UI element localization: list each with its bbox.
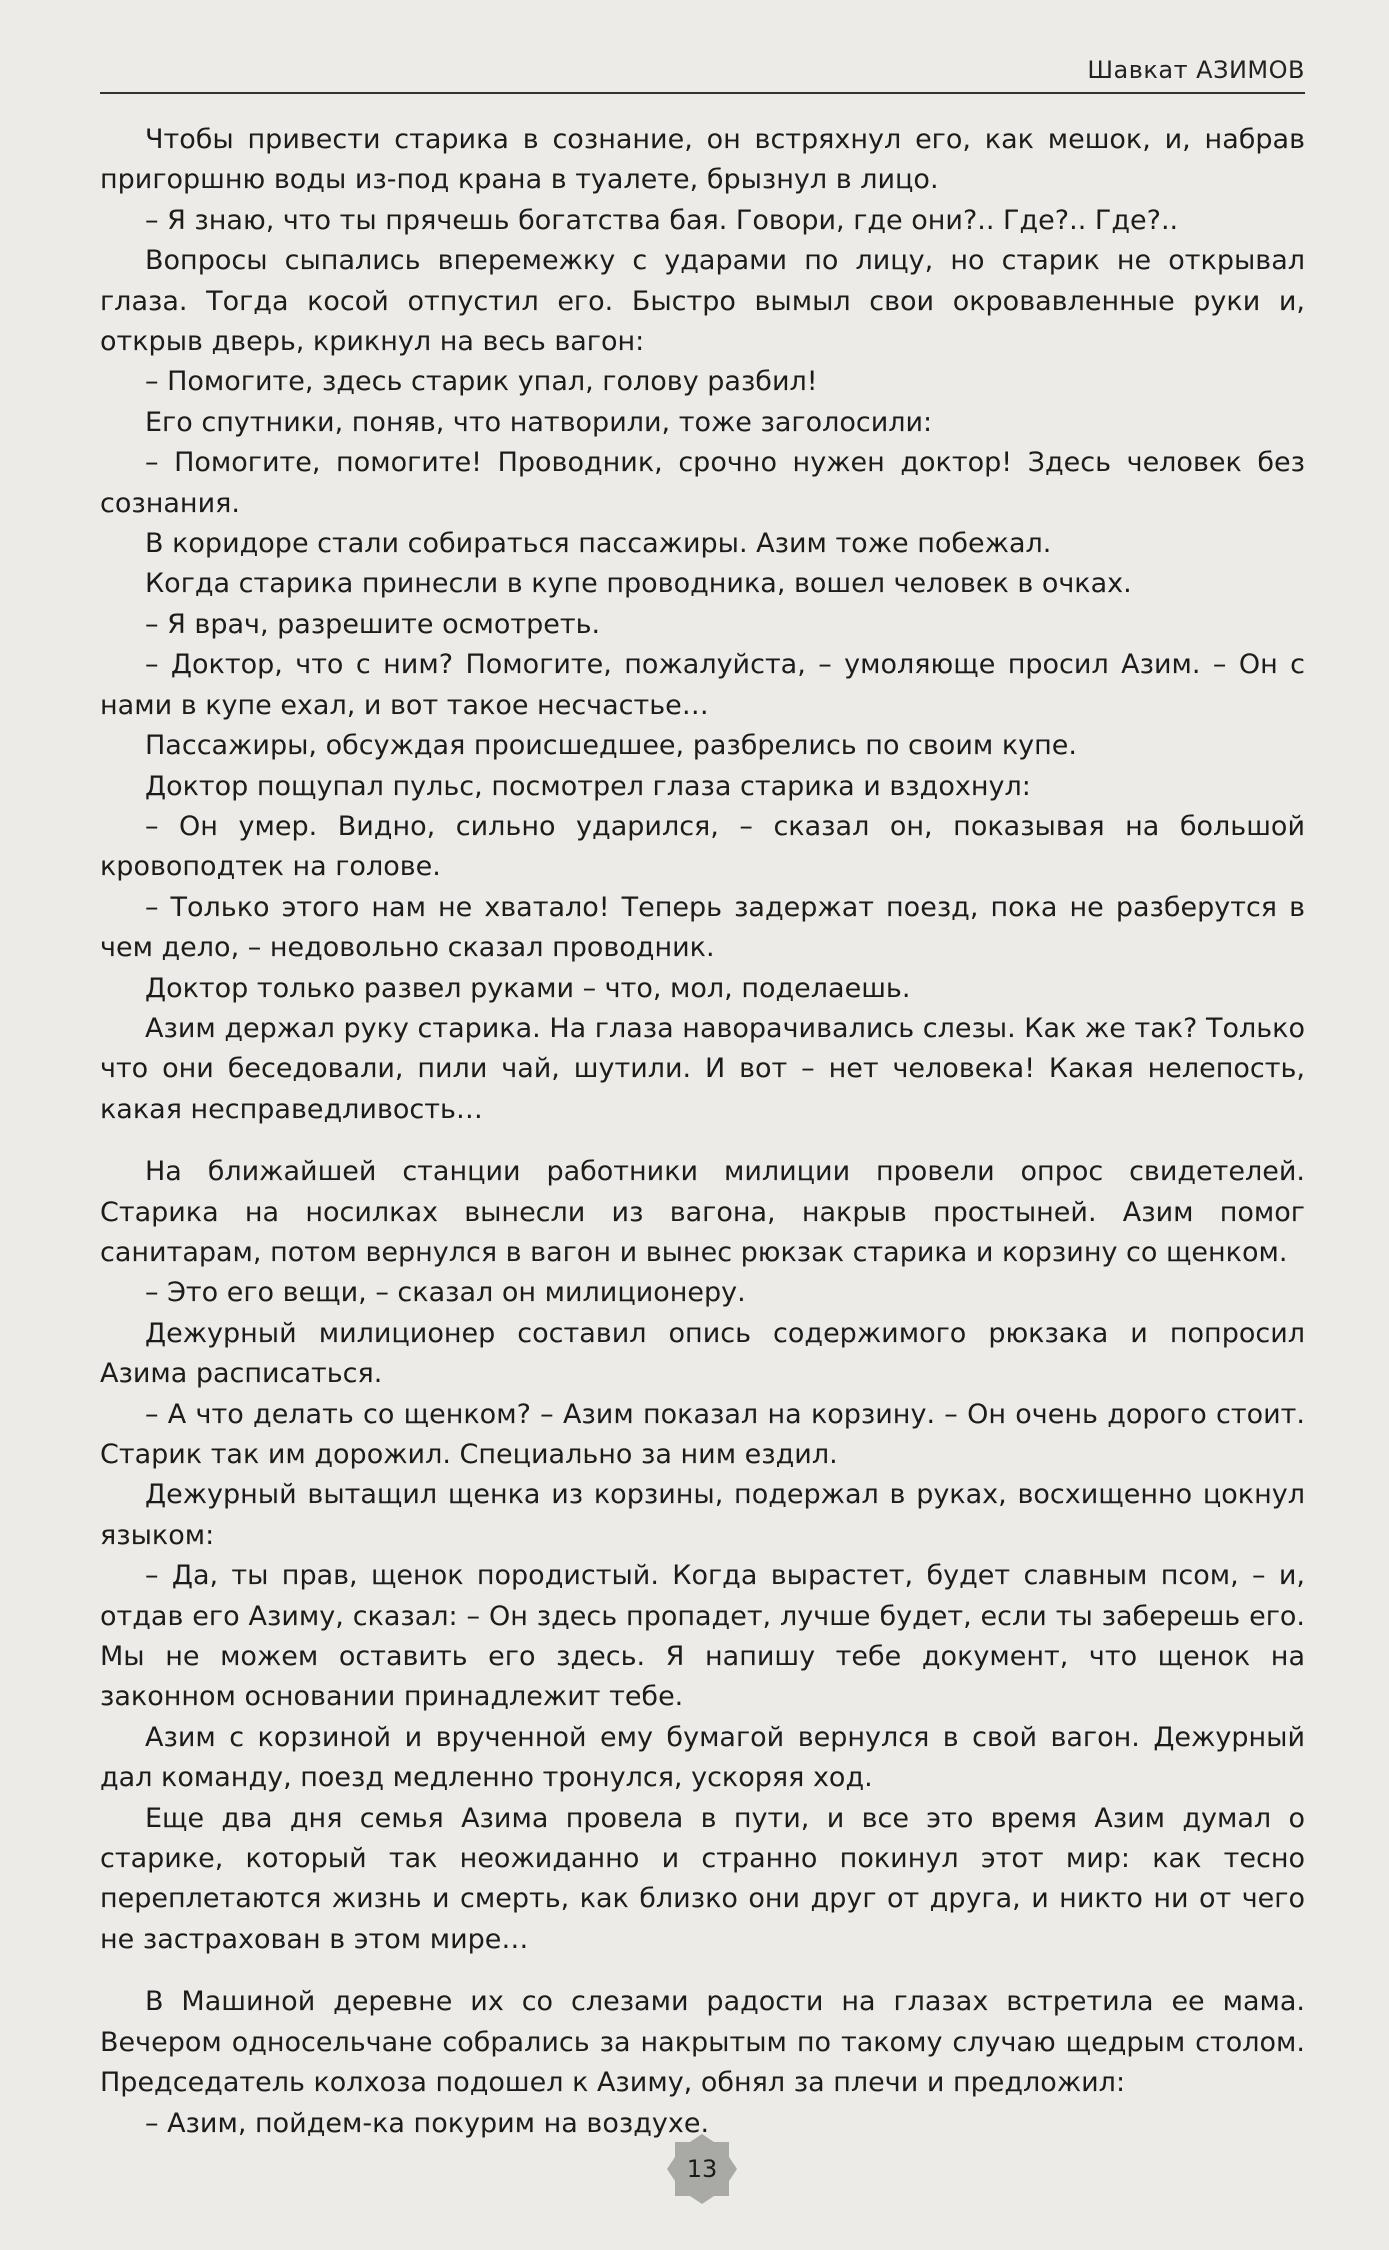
- paragraph: – Да, ты прав, щенок породистый. Когда вырастет, будет славным псом, – и, отдав его Азиму, сказал: – Он здесь пропадет, лучше будет, если ты заберешь его. Мы не можем оставить его здесь. Я напишу тебе документ, что щенок на законном основании принадлежит тебе.: [100, 1560, 1305, 1713]
- paragraph: – Азим, пойдем-ка покурим на воздухе.: [145, 2107, 710, 2139]
- paragraph: – Я знаю, что ты прячешь богатства бая. Говори, где они?.. Где?.. Где?..: [145, 204, 1179, 236]
- header-rule: [100, 92, 1305, 94]
- paragraph: Азим с корзиной и врученной ему бумагой вернулся в свой вагон. Дежурный дал команду, поезд медленно тронулся, ускоряя ход.: [100, 1721, 1305, 1794]
- paragraph: Чтобы привести старика в сознание, он встряхнул его, как мешок, и, набрав пригоршню воды из-под крана в туалете, брызнул в лицо.: [100, 124, 1305, 196]
- paragraph: Пассажиры, обсуждая происшедшее, разбрелись по своим купе.: [145, 730, 1077, 762]
- paragraph: – Я врач, разрешите осмотреть.: [145, 608, 601, 640]
- paragraph: Азим держал руку старика. На глаза наворачивались слезы. Как же так? Только что они беседовали, пили чай, шутили. И вот – нет человека! Какая нелепость, какая несправедливость…: [100, 1012, 1305, 1125]
- paragraph: На ближайшей станции работники милиции провели опрос свидетелей. Старика на носилках вынесли из вагона, накрыв простыней. Азим помог санитарам, потом вернулся в вагон и вынес рюкзак старика и корзину со щенком.: [100, 1156, 1305, 1268]
- paragraph: В Машиной деревне их со слезами радости на глазах встретила ее мама. Вечером односельчане собрались за накрытым по такому случаю щедрым столом. Председатель колхоза подошел к Азиму, обнял за плечи и предложил:: [100, 1986, 1305, 2099]
- paragraph: – Это его вещи, – сказал он милиционеру.: [145, 1277, 746, 1309]
- paragraph: – Помогите, здесь старик упал, голову разбил!: [145, 366, 818, 398]
- paragraph: В коридоре стали собираться пассажиры. Азим тоже побежал.: [145, 528, 1052, 560]
- paragraph: Вопросы сыпались вперемежку с ударами по лицу, но старик не открывал глаза. Тогда косой отпустил его. Быстро вымыл свои окровавленные руки и, открыв дверь, крикнул на весь вагон:: [100, 245, 1305, 358]
- paragraph: – Он умер. Видно, сильно ударился, – сказал он, показывая на большой кровоподтек на голове.: [100, 810, 1305, 883]
- page-number-badge: [665, 2132, 739, 2206]
- paragraph: Доктор только развел руками – что, мол, поделаешь.: [145, 972, 911, 1004]
- running-header: Шавкат АЗИМОВ: [1087, 56, 1305, 84]
- paragraph: Дежурный вытащил щенка из корзины, подержал в руках, восхищенно цокнул языком:: [100, 1479, 1305, 1551]
- paragraph: Еще два дня семья Азима провела в пути, и все это время Азим думал о старике, который так неожиданно и странно покинул этот мир: как тесно переплетаются жизнь и смерть, как близко они друг от друга, и никто ни от чего не застрахован в этом мире…: [100, 1802, 1305, 1955]
- paragraph: Доктор пощупал пульс, посмотрел глаза старика и вздохнул:: [145, 770, 1031, 802]
- body-text: [100, 120, 1305, 2144]
- paragraph: – А что делать со щенком? – Азим показал на корзину. – Он очень дорого стоит. Старик так им дорожил. Специально за ним ездил.: [100, 1398, 1305, 1470]
- paragraph: – Доктор, что с ним? Помогите, пожалуйста, – умоляюще просил Азим. – Он с нами в купе ехал, и вот такое несчастье…: [100, 649, 1305, 721]
- paragraph: – Только этого нам не хватало! Теперь задержат поезд, пока не разберутся в чем дело, – недовольно сказал проводник.: [100, 891, 1305, 964]
- page-number: 13: [686, 2155, 718, 2183]
- paragraph: Дежурный милиционер составил опись содержимого рюкзака и попросил Азима расписаться.: [100, 1317, 1305, 1390]
- paragraph: – Помогите, помогите! Проводник, срочно нужен доктор! Здесь человек без сознания.: [100, 447, 1305, 519]
- paragraph: Когда старика принесли в купе проводника, вошел человек в очках.: [145, 568, 1132, 600]
- paragraph: Его спутники, поняв, что натворили, тоже заголосили:: [145, 406, 933, 438]
